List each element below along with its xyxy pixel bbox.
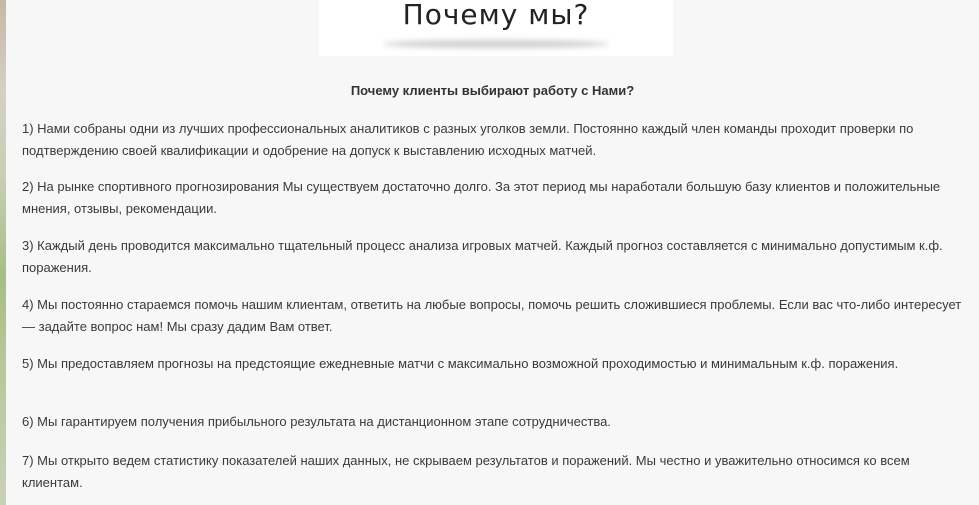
title-banner [319, 0, 673, 56]
reason-paragraph-4: 4) Мы постоянно стараемся помочь нашим клиентам, ответить на любые вопросы, помочь решить сложившиеся проблемы. Если вас что-либо интересует — задайте вопрос нам! Мы сразу дадим Вам ответ. [22, 297, 962, 334]
content-area [6, 0, 979, 505]
reason-paragraph-6: 6) Мы гарантируем получения прибыльного результата на дистанционном этапе сотрудничества. [22, 414, 611, 429]
reason-paragraph-1: 1) Нами собраны одни из лучших профессиональных аналитиков с разных уголков земли. Постоянно каждый член команды проходит проверки по подтверждению своей квалификации и одобрение на допуск к выставлению исходных матчей. [22, 121, 914, 158]
reason-paragraph-7: 7) Мы открыто ведем статистику показателей наших данных, не скрываем результатов и поражений. Мы честно и уважительно относимся ко всем клиентам. [22, 453, 910, 490]
reason-paragraph-5: 5) Мы предоставляем прогнозы на предстоящие ежедневные матчи с максимально возможной проходимостью и минимальным к.ф. поражения. [22, 356, 899, 371]
reason-paragraph-3: 3) Каждый день проводится максимально тщательный процесс анализа игровых матчей. Каждый прогноз составляется с минимально допустимым к.ф. поражения. [22, 238, 943, 275]
reason-paragraph-2: 2) На рынке спортивного прогнозирования Мы существуем достаточно долго. За этот период мы наработали большую базу клиентов и положительные мнения, отзывы, рекомендации. [22, 179, 941, 216]
section-heading: Почему клиенты выбирают работу с Нами? [350, 83, 635, 98]
page-title: Почему мы? [402, 0, 590, 31]
title-shadow [383, 40, 609, 48]
